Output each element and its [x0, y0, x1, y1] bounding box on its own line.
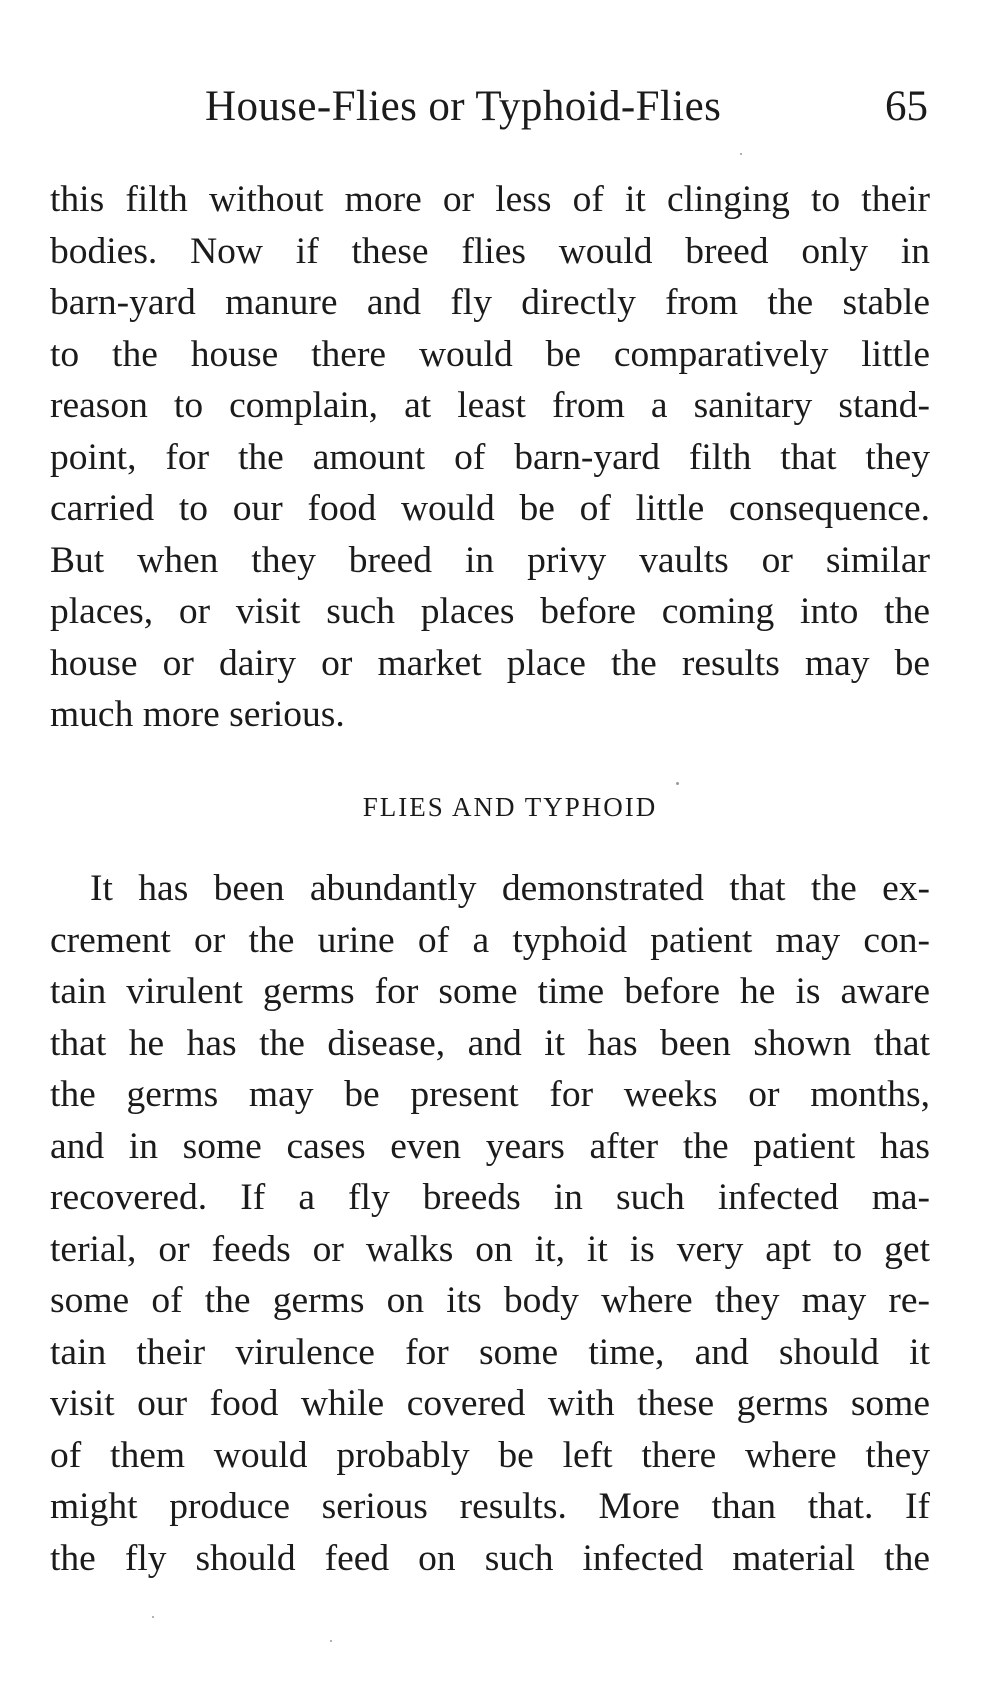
- text-line: and in some cases even years after the patient has: [50, 1125, 930, 1167]
- text-line: It has been abundantly demonstrated that the ex-: [90, 868, 930, 909]
- text-line: places, or visit such places before coming into the: [50, 591, 930, 632]
- text-line: tain virulent germs for some time before he is aware: [50, 971, 930, 1012]
- text-line: visit our food while covered with these germs some: [50, 1383, 930, 1424]
- text-line: to the house there would be comparatively little: [50, 333, 930, 375]
- page-number: 65: [885, 83, 928, 130]
- text-line: But when they breed in privy vaults or similar: [50, 539, 930, 581]
- running-title: House-Flies or Typhoid-Flies: [205, 83, 722, 130]
- paragraph-continued: [50, 174, 930, 741]
- text-line: the germs may be present for weeks or months,: [50, 1074, 930, 1115]
- text-line: the fly should feed on such infected material the: [50, 1537, 930, 1579]
- text-line: some of the germs on its body where they may re-: [50, 1280, 930, 1321]
- text-line: reason to complain, at least from a sanitary stand-: [50, 385, 930, 426]
- text-line: of them would probably be left there where they: [50, 1434, 930, 1476]
- text-line: recovered. If a fly breeds in such infected ma-: [50, 1177, 930, 1218]
- text-line: crement or the urine of a typhoid patient may con-: [50, 919, 930, 961]
- print-speck: [676, 782, 679, 785]
- text-line: point, for the amount of barn-yard filth that they: [50, 436, 930, 478]
- text-line: house or dairy or market place the results may be: [50, 642, 930, 684]
- paragraph-flies-and-typhoid: [50, 863, 930, 1584]
- text-line: that he has the disease, and it has been shown that: [50, 1022, 930, 1064]
- text-line: terial, or feeds or walks on it, it is very apt to get: [50, 1228, 930, 1270]
- text-line: this filth without more or less of it clinging to their: [50, 179, 930, 220]
- text-line: carried to our food would be of little consequence.: [50, 488, 930, 529]
- text-line: tain their virulence for some time, and should it: [50, 1331, 930, 1373]
- section-heading: FLIES AND TYPHOID: [362, 792, 658, 822]
- text-line: might produce serious results. More than that. If: [50, 1486, 930, 1527]
- print-speck: [740, 153, 742, 155]
- print-speck: [330, 1640, 332, 1642]
- text-line: bodies. Now if these flies would breed only in: [50, 230, 930, 272]
- print-speck: [152, 1616, 154, 1618]
- text-line: barn-yard manure and fly directly from the stable: [50, 282, 930, 323]
- text-line: much more serious.: [50, 694, 345, 735]
